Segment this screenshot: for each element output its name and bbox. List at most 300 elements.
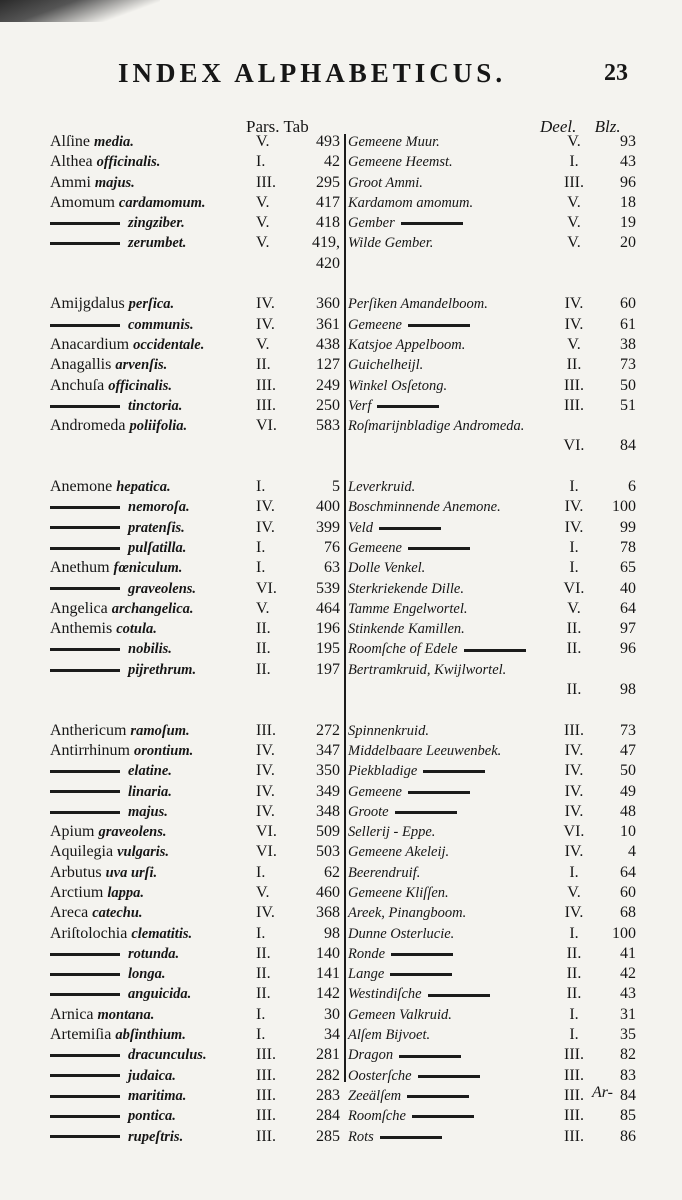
tab-number: 196 [316, 620, 340, 638]
index-row [0, 335, 682, 355]
index-row [0, 721, 682, 741]
ditto-dash [50, 222, 120, 225]
latin-name [50, 883, 144, 903]
tab-number: 250 [316, 396, 340, 414]
deel-number: IV. [564, 802, 584, 820]
deel-number: V. [567, 214, 581, 232]
tab-number: 503 [316, 843, 340, 861]
dutch-name-cell [348, 477, 415, 497]
deel-number: VI. [563, 437, 585, 455]
deel-number: V. [567, 883, 581, 901]
species-epithet: media. [94, 134, 134, 150]
index-row [0, 842, 682, 862]
pars-number: V. [256, 133, 270, 150]
index-row [0, 497, 682, 517]
pars-number: V. [256, 335, 270, 353]
blz-number: 43 [620, 153, 636, 171]
species-epithet: zerumbet. [128, 235, 187, 252]
deel-number: V. [567, 193, 581, 211]
species-epithet: longa. [128, 966, 166, 983]
latin-name [50, 213, 185, 233]
ditto-dash [401, 222, 463, 225]
genus-name: Anacardium [50, 335, 130, 353]
pars-number: II. [256, 356, 271, 374]
pars-number: III. [256, 173, 276, 191]
pars-number: III. [256, 1066, 276, 1084]
dutch-name-cell [348, 1005, 452, 1025]
catchword: Ar- [592, 1084, 614, 1101]
dutch-name: Gemeene Akeleij. [348, 844, 450, 861]
index-row [0, 599, 682, 619]
ditto-dash [50, 405, 120, 408]
genus-name: Anthericum [50, 721, 127, 739]
deel-number: II. [566, 640, 582, 658]
dutch-name-cell [348, 335, 465, 355]
dutch-name-cell [348, 782, 470, 802]
blz-number: 73 [620, 356, 636, 374]
species-epithet: occidentale. [133, 336, 205, 353]
latin-name [50, 193, 206, 213]
latin-name [50, 721, 190, 741]
species-epithet: pulſatilla. [128, 539, 187, 556]
pars-number: I. [256, 153, 266, 171]
tab-number: 141 [316, 965, 340, 983]
ditto-dash [464, 649, 526, 652]
latin-name [50, 822, 167, 842]
dutch-name: Boschminnende Anemone. [348, 499, 501, 516]
tab-number: 42 [324, 153, 340, 171]
species-epithet: hepatica. [116, 479, 171, 496]
deel-number: II. [566, 965, 582, 983]
tab-number: 5 [332, 478, 340, 496]
latin-name [50, 518, 185, 538]
dutch-name: Dragon [348, 1047, 394, 1064]
species-epithet: cotula. [116, 621, 157, 638]
latin-name [50, 132, 134, 152]
index-row [0, 741, 682, 761]
species-epithet: officinalis. [96, 154, 161, 171]
genus-name: Apium [50, 823, 95, 841]
genus-name: Althea [50, 153, 93, 171]
blz-number: 65 [620, 559, 636, 577]
ditto-dash [50, 1054, 120, 1057]
deel-number: IV. [564, 904, 584, 922]
blz-number: 100 [612, 924, 636, 942]
deel-number: I. [569, 153, 579, 171]
index-row [0, 132, 682, 152]
species-epithet: majus. [128, 803, 168, 820]
dutch-name: Sterkriekende Dille. [348, 580, 464, 597]
index-row [0, 984, 682, 1004]
pars-number: IV. [256, 295, 275, 313]
blz-number: 42 [620, 965, 636, 983]
dutch-name-cell [348, 1045, 461, 1065]
tab-number: 361 [316, 315, 340, 333]
dutch-name: Areek, Pinangboom. [348, 905, 467, 922]
dutch-name: Gemeene Kliſſen. [348, 884, 449, 901]
pars-number: I. [256, 1026, 266, 1044]
dutch-name-cell [348, 1025, 430, 1045]
dutch-name: Tamme Engelwortel. [348, 600, 468, 617]
ditto-dash [50, 1074, 120, 1077]
tab-number: 539 [316, 579, 340, 597]
index-row [0, 944, 682, 964]
pars-number: III. [256, 721, 276, 739]
index-row [0, 639, 682, 659]
pars-number: I. [256, 538, 266, 556]
latin-name [50, 396, 182, 416]
blz-number: 99 [620, 518, 636, 536]
index-row [0, 964, 682, 984]
dutch-name: Alſem Bijvoet. [348, 1027, 431, 1044]
blz-number: 50 [620, 762, 636, 780]
deel-number: IV. [564, 762, 584, 780]
tab-number: 464 [316, 599, 340, 617]
tab-number: 195 [316, 640, 340, 658]
species-epithet: linaria. [128, 783, 172, 800]
tab-number: 417 [316, 193, 340, 211]
blz-number: 85 [620, 1107, 636, 1125]
species-epithet: pontica. [128, 1108, 176, 1125]
dutch-name: Gemeene Heemst. [348, 154, 453, 171]
tab-number: 348 [316, 802, 340, 820]
dutch-name-cell [348, 497, 501, 517]
blz-number: 10 [620, 823, 636, 841]
genus-name: Anethum [50, 559, 110, 577]
tab-number: 349 [316, 782, 340, 800]
pars-number: IV. [256, 762, 275, 780]
genus-name: Arnica [50, 1005, 94, 1023]
dutch-name-cell [348, 1066, 480, 1086]
genus-name: Artemiſia [50, 1026, 112, 1044]
deel-number: I. [569, 924, 579, 942]
pars-number: III. [256, 1086, 276, 1104]
index-row [0, 1005, 682, 1025]
species-epithet: fœniculum. [113, 560, 183, 577]
latin-name [50, 1005, 154, 1025]
ditto-dash [50, 324, 120, 327]
blz-number: 19 [620, 214, 636, 232]
ditto-dash [50, 506, 120, 509]
pars-number: V. [256, 193, 270, 211]
latin-name [50, 842, 169, 862]
ditto-dash [50, 587, 120, 590]
pars-number: IV. [256, 498, 275, 516]
dutch-name-cell [348, 173, 423, 193]
row-spacer [0, 457, 682, 477]
tab-number: 272 [316, 721, 340, 739]
pars-number: III. [256, 376, 276, 394]
pars-number: III. [256, 1107, 276, 1125]
ditto-dash [418, 1075, 480, 1078]
dutch-name: Gemeene [348, 539, 402, 556]
pars-number: II. [256, 985, 271, 1003]
ditto-dash [380, 1136, 442, 1139]
ditto-dash [50, 526, 120, 529]
blz-number: 82 [620, 1046, 636, 1064]
deel-number: II. [566, 356, 582, 374]
dutch-name: Wilde Gember. [348, 235, 434, 252]
dutch-name-cell [348, 944, 453, 964]
blz-number: 18 [620, 193, 636, 211]
latin-name [50, 579, 196, 599]
index-row [0, 782, 682, 802]
latin-name [50, 741, 193, 761]
blz-number: 93 [620, 133, 636, 150]
deel-number: IV. [564, 498, 584, 516]
index-row [0, 193, 682, 213]
dutch-name-cell [348, 863, 420, 883]
latin-name [50, 497, 190, 517]
ditto-dash [391, 953, 453, 956]
deel-number: II. [566, 620, 582, 638]
dutch-name-cell [348, 660, 540, 680]
deel-number: III. [564, 1107, 584, 1125]
latin-name [50, 376, 172, 396]
blz-number: 49 [620, 782, 636, 800]
pars-number: III. [256, 1127, 276, 1145]
dutch-name-cell [348, 639, 526, 659]
index-entries [0, 132, 682, 1147]
dutch-name-cell [348, 396, 439, 416]
blz-number: 84 [620, 437, 636, 455]
blz-number: 86 [620, 1127, 636, 1145]
pars-number: I. [256, 924, 266, 942]
tab-number: 347 [316, 741, 340, 759]
species-epithet: dracunculus. [128, 1047, 207, 1064]
index-row [0, 822, 682, 842]
dutch-name-cell [348, 579, 464, 599]
blz-number: 35 [620, 1026, 636, 1044]
dutch-name: Veld [348, 519, 373, 536]
dutch-name: Winkel Osſetong. [348, 377, 448, 394]
latin-name [50, 1086, 186, 1106]
index-row [0, 416, 682, 457]
blz-number: 20 [620, 234, 636, 252]
latin-name [50, 355, 167, 375]
species-epithet: maritima. [128, 1087, 187, 1104]
pars-number: VI. [256, 579, 277, 597]
species-epithet: rotunda. [128, 945, 180, 962]
deel-number: IV. [564, 782, 584, 800]
deel-number: IV. [564, 295, 584, 313]
species-epithet: poliifolia. [129, 418, 188, 435]
species-epithet: elatine. [128, 763, 172, 780]
deel-number: III. [564, 173, 584, 191]
blz-number: 60 [620, 295, 636, 313]
latin-name [50, 173, 135, 193]
deel-number: I. [569, 559, 579, 577]
tab-number: 281 [316, 1046, 340, 1064]
dutch-name-cell [348, 416, 540, 436]
dutch-name: Groot Ammi. [348, 174, 423, 191]
latin-name [50, 639, 172, 659]
blz-number: 60 [620, 883, 636, 901]
scan-shadow [0, 0, 160, 22]
pars-number: II. [256, 944, 271, 962]
blz-number: 96 [620, 173, 636, 191]
species-epithet: pijrethrum. [128, 661, 197, 678]
ditto-dash [428, 994, 490, 997]
latin-name [50, 761, 172, 781]
pars-number: IV. [256, 518, 275, 536]
species-epithet: catechu. [92, 905, 143, 922]
index-row [0, 1025, 682, 1045]
species-epithet: montana. [97, 1006, 155, 1023]
column-header-pars: Pars. [246, 117, 280, 136]
genus-name: Alſine [50, 133, 90, 150]
tab-number: 140 [316, 944, 340, 962]
species-epithet: ramoſum. [130, 722, 190, 739]
species-epithet: arvenſis. [115, 357, 168, 374]
blz-number: 47 [620, 741, 636, 759]
ditto-dash [407, 1095, 469, 1098]
blz-number: 84 [620, 1086, 636, 1104]
dutch-name: Gemeene [348, 316, 402, 333]
dutch-name-cell [348, 1127, 442, 1147]
ditto-dash [377, 405, 439, 408]
genus-name: Angelica [50, 599, 108, 617]
tab-number: 399 [316, 518, 340, 536]
index-row [0, 660, 682, 701]
ditto-dash [50, 1135, 120, 1138]
latin-name [50, 315, 194, 335]
dutch-name-cell [348, 518, 441, 538]
tab-number: 98 [324, 924, 340, 942]
latin-name [50, 538, 186, 558]
latin-name [50, 964, 165, 984]
genus-name: Anchuſa [50, 376, 105, 394]
dutch-name: Guichelheijl. [348, 357, 424, 374]
ditto-dash [379, 527, 441, 530]
dutch-name: Kardamom amomum. [348, 194, 474, 211]
tab-number: 438 [316, 335, 340, 353]
tab-number: 284 [316, 1107, 340, 1125]
tab-number: 62 [324, 863, 340, 881]
index-row [0, 538, 682, 558]
tab-number: 34 [324, 1026, 340, 1044]
pars-number: IV. [256, 802, 275, 820]
species-epithet: vulgaris. [117, 844, 170, 861]
pars-number: I. [256, 559, 266, 577]
ditto-dash [50, 973, 120, 976]
index-row [0, 315, 682, 335]
index-row [0, 579, 682, 599]
ditto-dash [423, 770, 485, 773]
ditto-dash [408, 324, 470, 327]
dutch-name-cell [348, 599, 468, 619]
index-row [0, 477, 682, 497]
dutch-name: Piekbladige [348, 763, 418, 780]
tab-number: 295 [316, 173, 340, 191]
latin-name [50, 1066, 176, 1086]
species-epithet: orontium. [134, 742, 194, 759]
ditto-dash [50, 770, 120, 773]
pars-number: II. [256, 620, 271, 638]
index-row [0, 1127, 682, 1147]
index-row [0, 396, 682, 416]
dutch-name-cell [348, 213, 463, 233]
latin-name [50, 1045, 207, 1065]
ditto-dash [50, 547, 120, 550]
ditto-dash [412, 1115, 474, 1118]
index-row [0, 619, 682, 639]
deel-number: III. [564, 396, 584, 414]
species-epithet: archangelica. [111, 600, 194, 617]
index-row [0, 1045, 682, 1065]
species-epithet: graveolens. [128, 580, 197, 597]
latin-name [50, 294, 174, 314]
tab-number: 509 [316, 823, 340, 841]
column-header-blz: Blz. [594, 117, 621, 136]
tab-number: 360 [316, 295, 340, 313]
dutch-name: Sellerij - Eppe. [348, 824, 436, 841]
column-header-deel: Deel. [540, 117, 577, 136]
blz-number: 64 [620, 863, 636, 881]
blz-number: 31 [620, 1005, 636, 1023]
deel-number: V. [567, 133, 581, 150]
tab-number: 583 [316, 417, 340, 435]
species-epithet: officinalis. [108, 377, 172, 394]
index-row [0, 518, 682, 538]
dutch-name-cell [348, 1106, 474, 1126]
ditto-dash [50, 242, 120, 245]
latin-name [50, 802, 168, 822]
genus-name: Anagallis [50, 356, 112, 374]
row-spacer [0, 700, 682, 720]
dutch-name: Stinkende Kamillen. [348, 621, 465, 638]
latin-name [50, 903, 143, 923]
tab-number: 350 [316, 762, 340, 780]
blz-number: 38 [620, 335, 636, 353]
latin-name [50, 619, 157, 639]
pars-number: I. [256, 1005, 266, 1023]
dutch-name-cell [348, 822, 435, 842]
deel-number: III. [564, 721, 584, 739]
species-epithet: abſinthium. [115, 1027, 186, 1044]
latin-name [50, 944, 179, 964]
latin-name [50, 599, 194, 619]
latin-name [50, 233, 186, 253]
deel-number: III. [564, 1046, 584, 1064]
index-row [0, 924, 682, 944]
pars-number: II. [256, 640, 271, 658]
tab-number: 419, [312, 234, 340, 252]
deel-number: II. [566, 985, 582, 1003]
blz-number: 41 [620, 944, 636, 962]
column-header-tab: Tab [283, 117, 309, 136]
dutch-name: Spinnenkruid. [348, 722, 429, 739]
dutch-name: Perſiken Amandelboom. [348, 296, 488, 313]
latin-name [50, 1127, 183, 1147]
pars-number: II. [256, 965, 271, 983]
pars-number: III. [256, 1046, 276, 1064]
dutch-name: Rots [348, 1128, 374, 1145]
index-row [0, 294, 682, 314]
species-epithet: lappa. [107, 884, 144, 901]
species-epithet: zingziber. [128, 215, 185, 232]
dutch-name: Dolle Venkel. [348, 560, 426, 577]
genus-name: Arbutus [50, 863, 102, 881]
species-epithet: majus. [94, 174, 135, 191]
deel-number: V. [567, 599, 581, 617]
tab-number: 63 [324, 559, 340, 577]
genus-name: Ariſtolochia [50, 924, 128, 942]
deel-number: III. [564, 376, 584, 394]
tab-number: 493 [316, 133, 340, 150]
blz-number: 68 [620, 904, 636, 922]
genus-name: Anemone [50, 478, 113, 496]
